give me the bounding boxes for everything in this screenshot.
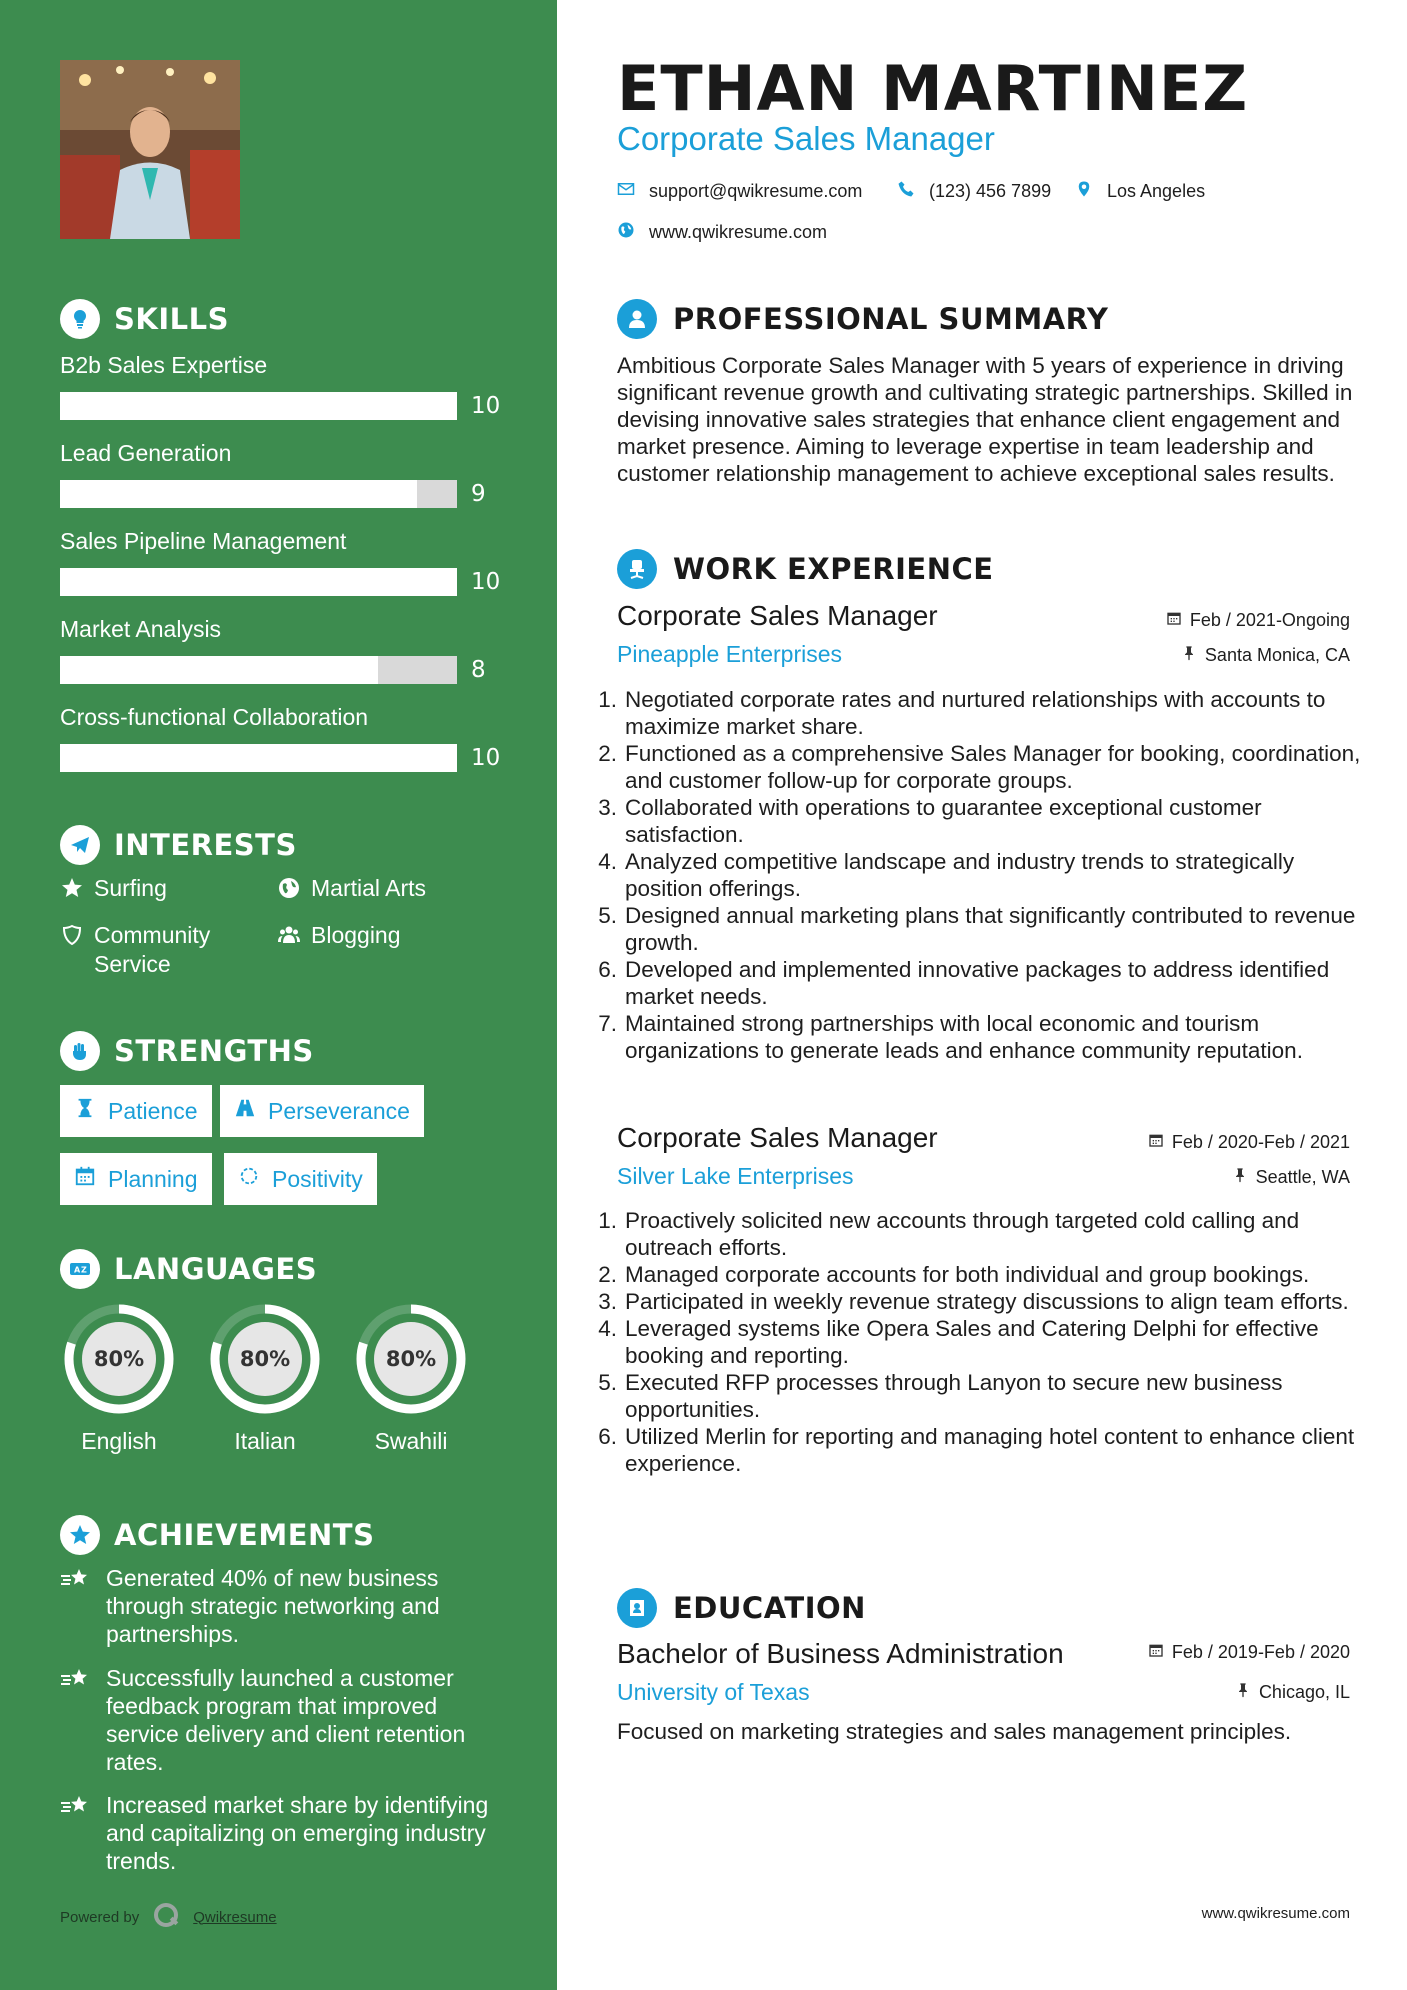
list-item-text: Analyzed competitive landscape and industry trends to strategically position offerings. bbox=[625, 849, 1295, 901]
list-number: 3. bbox=[598, 1289, 617, 1314]
list-item bbox=[592, 1207, 1362, 1261]
list-number: 5. bbox=[598, 903, 617, 928]
experience-title: WORK EXPERIENCE bbox=[673, 552, 994, 586]
interest-item-community-service bbox=[60, 921, 250, 979]
star-badge-icon bbox=[60, 1515, 100, 1555]
skill-bar-fill bbox=[60, 656, 378, 684]
list-item-text: Utilized Merlin for reporting and managing hotel content to enhance client experience. bbox=[625, 1424, 1355, 1476]
job-company: Pineapple Enterprises bbox=[617, 641, 843, 667]
language-percent: 80% bbox=[93, 1347, 145, 1371]
contact-website[interactable] bbox=[617, 221, 827, 244]
language-percent: 80% bbox=[385, 1347, 437, 1371]
job-dates-text: Feb / 2021-Ongoing bbox=[1189, 610, 1350, 630]
list-number: 2. bbox=[598, 741, 617, 766]
footer-website[interactable]: www.qwikresume.com bbox=[1201, 1905, 1350, 1922]
languages-title: LANGUAGES bbox=[114, 1252, 318, 1286]
fist-icon bbox=[60, 1031, 100, 1071]
interest-label: Surfing bbox=[94, 875, 167, 901]
education-location-text: Chicago, IL bbox=[1258, 1682, 1350, 1702]
users-icon bbox=[277, 921, 301, 954]
list-item bbox=[592, 1369, 1362, 1423]
education-school: University of Texas bbox=[617, 1679, 810, 1705]
achievement-item bbox=[60, 1791, 490, 1875]
skill-bar-fill bbox=[60, 480, 417, 508]
strengths-header bbox=[60, 1031, 314, 1071]
skill-bar bbox=[60, 568, 457, 596]
road-icon bbox=[234, 1097, 256, 1125]
pin-icon bbox=[1181, 645, 1197, 666]
list-item-text: Participated in weekly revenue strategy discussions to align team efforts. bbox=[625, 1289, 1349, 1314]
shield-icon bbox=[60, 921, 84, 979]
list-number: 6. bbox=[598, 957, 617, 982]
user-icon bbox=[617, 299, 657, 339]
calendar-icon bbox=[1166, 610, 1182, 631]
skill-bar bbox=[60, 744, 457, 772]
skills-header bbox=[60, 299, 229, 339]
list-number: 5. bbox=[598, 1370, 617, 1395]
interest-item-blogging bbox=[277, 921, 401, 954]
list-number: 1. bbox=[598, 687, 617, 712]
skill-bar bbox=[60, 480, 457, 508]
job-dates bbox=[1148, 1132, 1350, 1153]
list-item-text: Maintained strong partnerships with local economic and tourism organizations to generate leads and enhance community reputation. bbox=[625, 1011, 1303, 1063]
phone-text: (123) 456 7899 bbox=[929, 181, 1052, 201]
interests-title: INTERESTS bbox=[114, 828, 297, 862]
language-item bbox=[58, 1298, 180, 1455]
list-item bbox=[592, 740, 1362, 794]
strengths-title: STRENGTHS bbox=[114, 1034, 314, 1068]
list-number: 7. bbox=[598, 1011, 617, 1036]
job-location-text: Santa Monica, CA bbox=[1204, 645, 1350, 665]
location-text: Los Angeles bbox=[1107, 181, 1206, 201]
list-item bbox=[592, 956, 1362, 1010]
language-ring bbox=[350, 1298, 472, 1420]
website-text: www.qwikresume.com bbox=[649, 222, 828, 242]
skill-bar-fill bbox=[60, 744, 457, 772]
strength-label: Planning bbox=[108, 1165, 198, 1192]
language-item bbox=[204, 1298, 326, 1455]
language-ring bbox=[204, 1298, 326, 1420]
skill-name: B2b Sales Expertise bbox=[60, 352, 268, 378]
list-item-text: Negotiated corporate rates and nurtured relationships with accounts to maximize market share. bbox=[625, 687, 1326, 739]
svg-text:A: A bbox=[74, 1265, 81, 1275]
education-location bbox=[1235, 1682, 1350, 1703]
achievements-header bbox=[60, 1515, 374, 1555]
powered-by bbox=[60, 1900, 277, 1934]
list-item bbox=[592, 902, 1362, 956]
job-dates-text: Feb / 2020-Feb / 2021 bbox=[1171, 1132, 1350, 1152]
achievements-title: ACHIEVEMENTS bbox=[114, 1518, 375, 1552]
email-text: support@qwikresume.com bbox=[649, 181, 863, 201]
list-item-text: Proactively solicited new accounts through targeted cold calling and outreach efforts. bbox=[625, 1208, 1300, 1260]
svg-text:Z: Z bbox=[81, 1265, 87, 1275]
job-location bbox=[1181, 645, 1350, 666]
skill-bar-fill bbox=[60, 568, 457, 596]
job-responsibilities bbox=[592, 686, 1362, 1064]
job-responsibilities bbox=[592, 1207, 1362, 1477]
strength-chip-patience bbox=[60, 1085, 212, 1137]
skill-value: 10 bbox=[471, 745, 501, 771]
achievement-item bbox=[60, 1564, 490, 1648]
interests-header bbox=[60, 825, 297, 865]
language-item bbox=[350, 1298, 472, 1455]
job-company: Silver Lake Enterprises bbox=[617, 1163, 854, 1189]
shooting-star-icon bbox=[60, 1791, 92, 1875]
pin-icon bbox=[1235, 1682, 1251, 1703]
skill-bar bbox=[60, 392, 457, 420]
interest-label: Martial Arts bbox=[311, 875, 427, 901]
phone-icon bbox=[897, 180, 915, 203]
job-location-text: Seattle, WA bbox=[1255, 1167, 1350, 1187]
skill-bar-fill bbox=[60, 392, 457, 420]
spinner-icon bbox=[238, 1165, 260, 1193]
languages-header bbox=[60, 1249, 317, 1289]
list-number: 6. bbox=[598, 1424, 617, 1449]
summary-text: Ambitious Corporate Sales Manager with 5 years of experience in driving significant revenue growth and cultivating strategic partnerships. Skilled in devising innovative sales strategies that enhance client engagement and market presence. Aiming to leverage expertise in team leadership and customer relationship management to achieve exceptional sales results. bbox=[617, 353, 1353, 486]
contact-phone[interactable] bbox=[897, 180, 1051, 203]
skills-title: SKILLS bbox=[114, 302, 229, 336]
list-item bbox=[592, 848, 1362, 902]
qwikresume-link[interactable]: Qwikresume bbox=[193, 1908, 277, 1926]
list-item bbox=[592, 1423, 1362, 1477]
interest-label: Blogging bbox=[311, 922, 401, 948]
candidate-name: ETHAN MARTINEZ bbox=[617, 52, 1249, 125]
language-ring bbox=[58, 1298, 180, 1420]
achievement-text: Increased market share by identifying and capitalizing on emerging industry trends. bbox=[106, 1792, 489, 1874]
language-icon bbox=[60, 1249, 100, 1289]
language-name: Italian bbox=[234, 1428, 296, 1454]
list-item bbox=[592, 1315, 1362, 1369]
contact-email[interactable] bbox=[617, 180, 862, 203]
globe-icon bbox=[277, 874, 301, 907]
strength-chip-perseverance bbox=[220, 1085, 424, 1137]
paper-plane-icon bbox=[60, 825, 100, 865]
language-name: Swahili bbox=[374, 1428, 448, 1454]
strength-chip-positivity bbox=[224, 1153, 377, 1205]
globe-icon bbox=[617, 221, 635, 244]
education-dates bbox=[1148, 1642, 1350, 1663]
list-item-text: Developed and implemented innovative packages to address identified market needs. bbox=[625, 957, 1330, 1009]
hourglass-icon bbox=[74, 1097, 96, 1125]
job-title: Corporate Sales Manager bbox=[617, 1122, 938, 1153]
list-item bbox=[592, 1288, 1362, 1315]
skill-name: Lead Generation bbox=[60, 440, 232, 466]
education-description: Focused on marketing strategies and sales management principles. bbox=[617, 1719, 1292, 1744]
list-item bbox=[592, 1261, 1362, 1288]
list-item-text: Managed corporate accounts for both individual and group bookings. bbox=[625, 1262, 1310, 1287]
candidate-role: Corporate Sales Manager bbox=[617, 120, 995, 157]
list-item-text: Leveraged systems like Opera Sales and Catering Delphi for effective booking and reporting. bbox=[625, 1316, 1319, 1368]
skill-name: Cross-functional Collaboration bbox=[60, 704, 369, 730]
star-icon bbox=[60, 874, 84, 907]
achievement-item bbox=[60, 1664, 490, 1776]
calendar-icon bbox=[1148, 1132, 1164, 1153]
skill-name: Market Analysis bbox=[60, 616, 222, 642]
strength-label: Patience bbox=[108, 1097, 198, 1124]
achievement-text: Successfully launched a customer feedback program that improved service delivery and client retention rates. bbox=[106, 1665, 466, 1775]
list-item-text: Executed RFP processes through Lanyon to secure new business opportunities. bbox=[625, 1370, 1283, 1422]
education-header bbox=[617, 1588, 866, 1628]
language-percent: 80% bbox=[239, 1347, 291, 1371]
list-number: 3. bbox=[598, 795, 617, 820]
contact-location bbox=[1075, 180, 1205, 203]
education-dates-text: Feb / 2019-Feb / 2020 bbox=[1171, 1642, 1350, 1662]
list-item-text: Functioned as a comprehensive Sales Manager for booking, coordination, and customer follow-up for corporate groups. bbox=[625, 741, 1361, 793]
list-item bbox=[592, 686, 1362, 740]
skill-value: 10 bbox=[471, 569, 501, 595]
shooting-star-icon bbox=[60, 1664, 92, 1776]
calendar-icon bbox=[1148, 1642, 1164, 1663]
graduation-icon bbox=[617, 1588, 657, 1628]
sidebar bbox=[0, 0, 557, 1990]
job-title: Corporate Sales Manager bbox=[617, 600, 938, 631]
qwikresume-logo-icon bbox=[151, 1900, 181, 1934]
list-number: 4. bbox=[598, 1316, 617, 1341]
language-name: English bbox=[81, 1428, 157, 1454]
list-item-text: Designed annual marketing plans that significantly contributed to revenue growth. bbox=[625, 903, 1356, 955]
job-dates bbox=[1166, 610, 1350, 631]
powered-by-label: Powered by bbox=[60, 1908, 140, 1926]
summary-title: PROFESSIONAL SUMMARY bbox=[673, 302, 1109, 336]
shooting-star-icon bbox=[60, 1564, 92, 1648]
experience-header bbox=[617, 549, 994, 589]
pin-icon bbox=[1232, 1167, 1248, 1188]
skill-value: 10 bbox=[471, 393, 501, 419]
list-item bbox=[592, 794, 1362, 848]
list-number: 4. bbox=[598, 849, 617, 874]
skill-bar bbox=[60, 656, 457, 684]
interest-label: Community Service bbox=[94, 922, 211, 977]
education-degree: Bachelor of Business Administration bbox=[617, 1638, 1064, 1669]
list-item bbox=[592, 1010, 1362, 1064]
lightbulb-icon bbox=[60, 299, 100, 339]
education-title: EDUCATION bbox=[673, 1591, 866, 1625]
job-location bbox=[1232, 1167, 1350, 1188]
office-chair-icon bbox=[617, 549, 657, 589]
achievement-text: Generated 40% of new business through strategic networking and partnerships. bbox=[106, 1565, 440, 1647]
calendar-icon bbox=[74, 1165, 96, 1193]
main-content bbox=[557, 0, 1407, 1990]
strength-chip-planning bbox=[60, 1153, 212, 1205]
summary-header bbox=[617, 299, 1108, 339]
strength-label: Perseverance bbox=[268, 1097, 410, 1124]
strength-label: Positivity bbox=[272, 1165, 363, 1192]
skill-value: 9 bbox=[471, 481, 486, 507]
interest-item-martial-arts bbox=[277, 874, 426, 907]
envelope-icon bbox=[617, 180, 635, 203]
skill-name: Sales Pipeline Management bbox=[60, 528, 347, 554]
interest-item-surfing bbox=[60, 874, 167, 907]
list-number: 2. bbox=[598, 1262, 617, 1287]
profile-photo bbox=[60, 60, 240, 239]
skill-value: 8 bbox=[471, 657, 486, 683]
list-number: 1. bbox=[598, 1208, 617, 1233]
list-item-text: Collaborated with operations to guarantee exceptional customer satisfaction. bbox=[625, 795, 1262, 847]
map-marker-icon bbox=[1075, 180, 1093, 203]
